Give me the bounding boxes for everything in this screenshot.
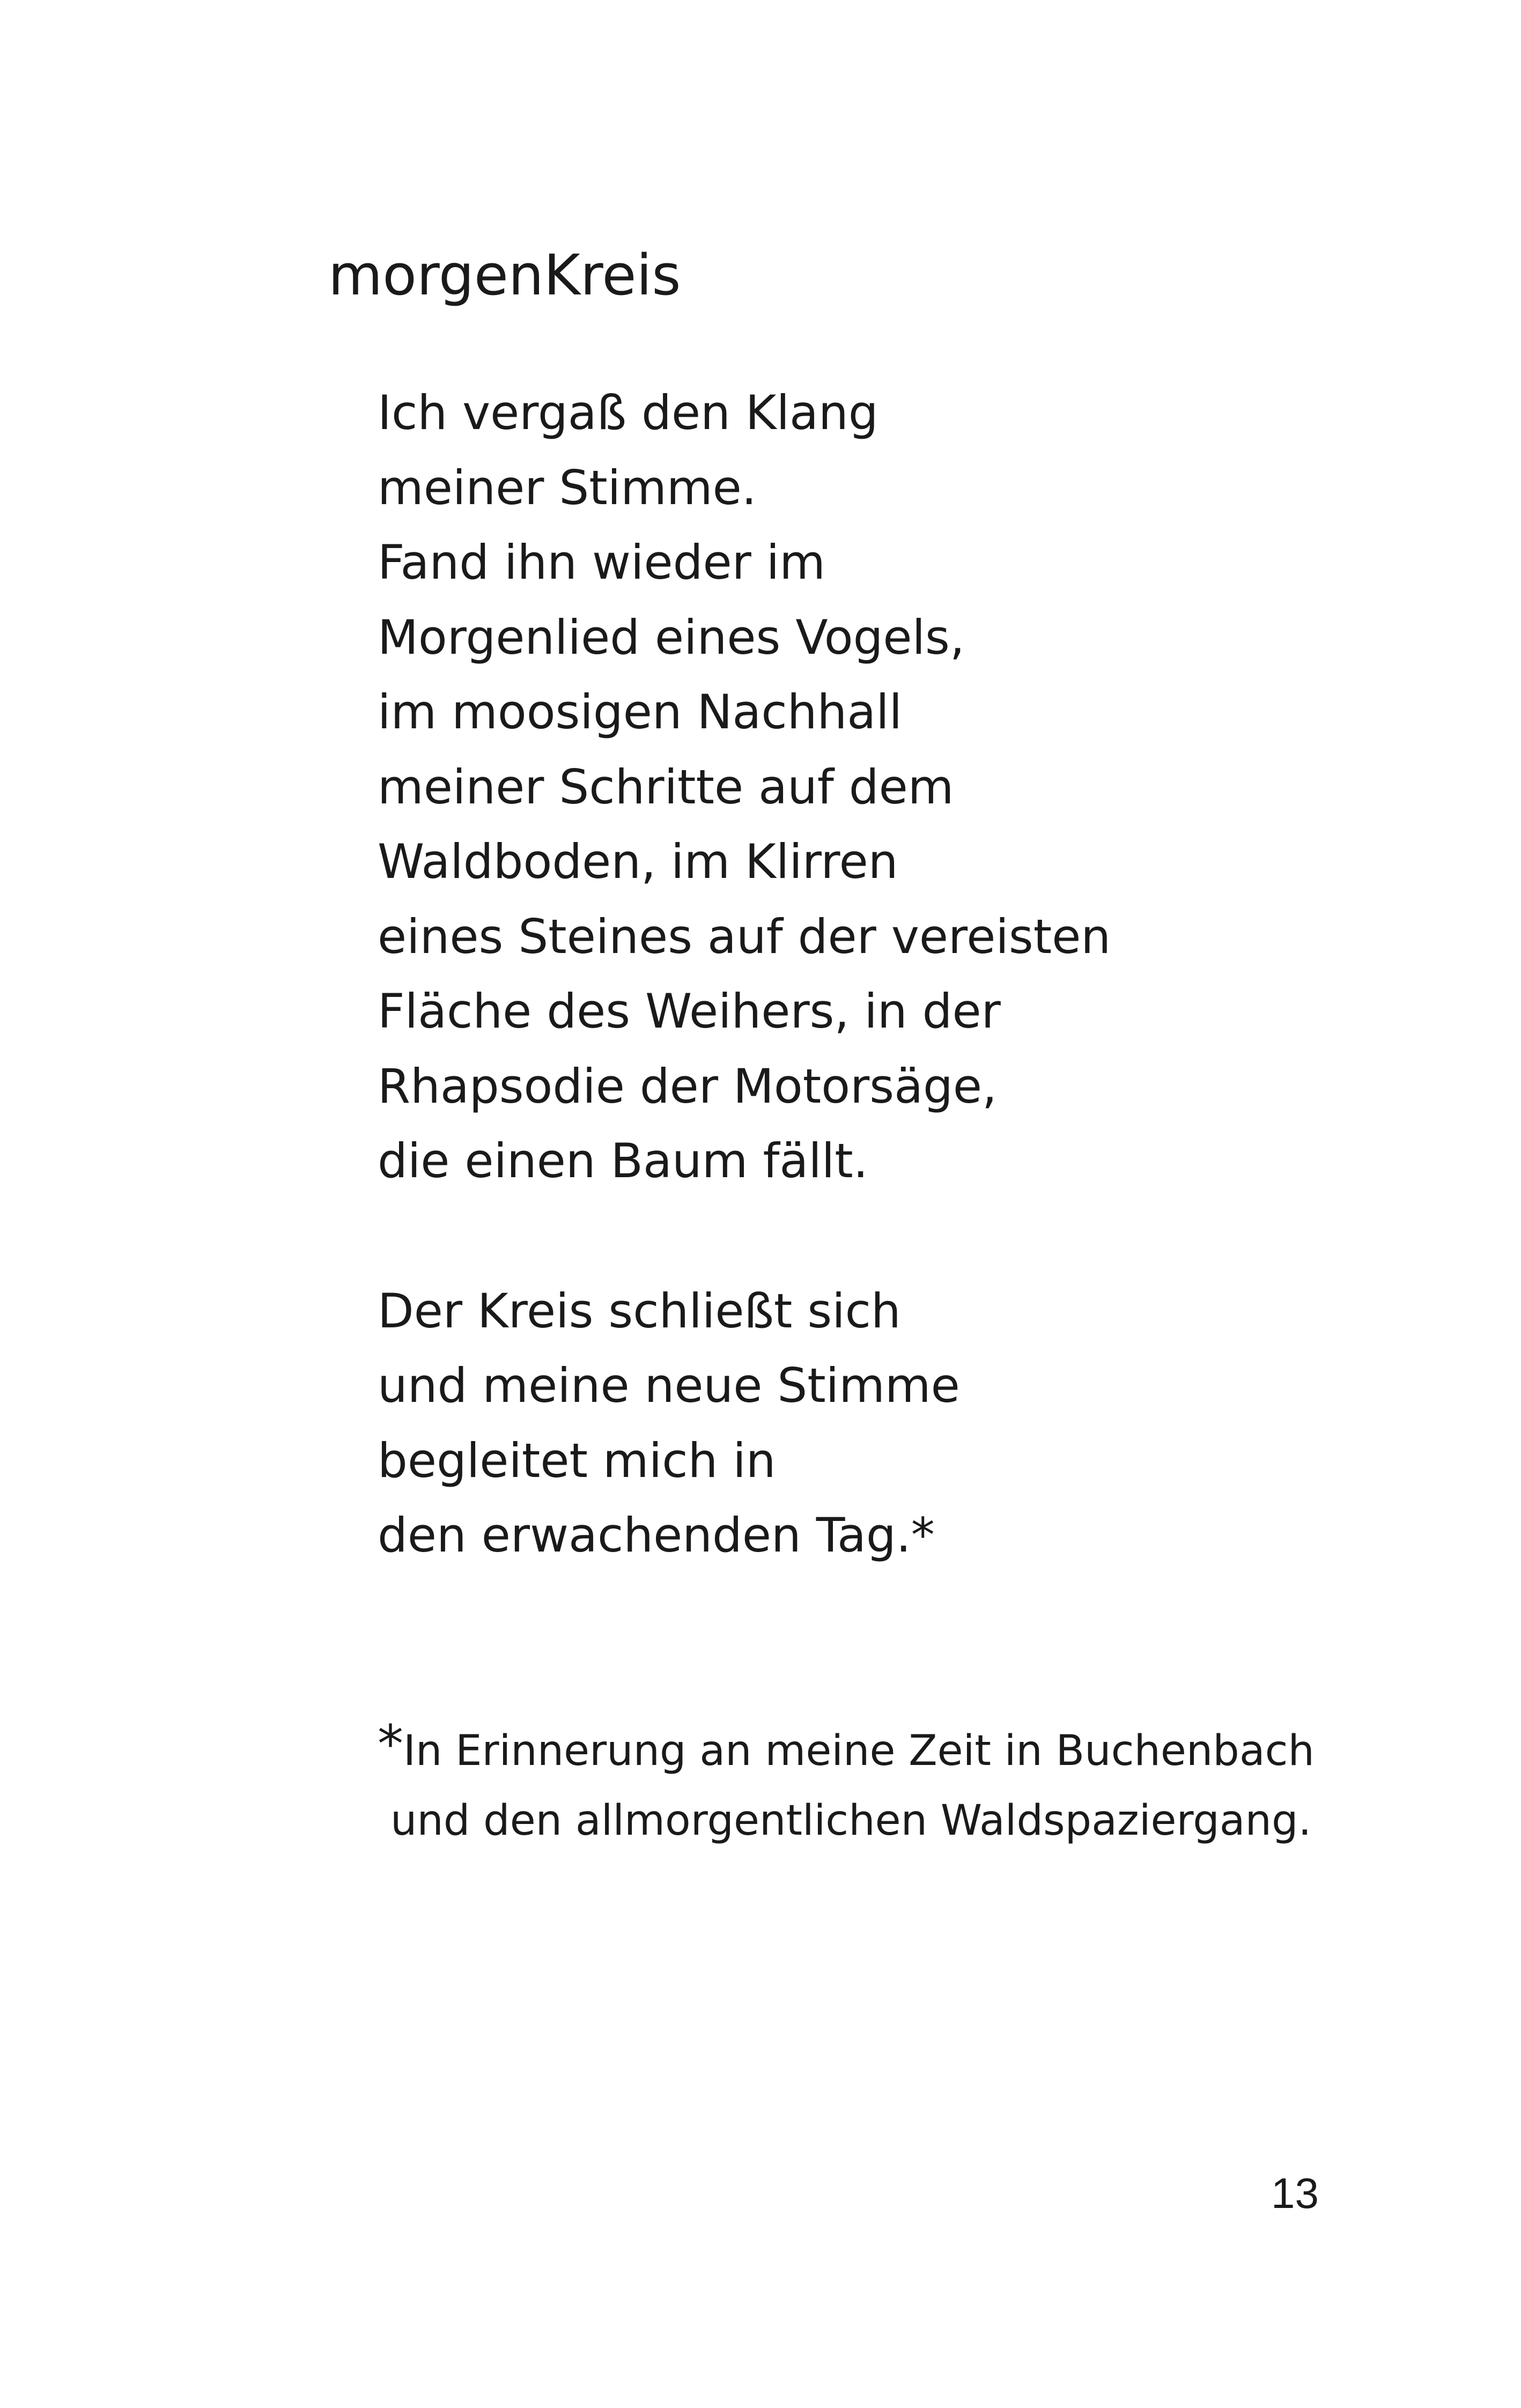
poem-line: und meine neue Stimme — [378, 1358, 960, 1413]
poem-line: begleitet mich in — [378, 1432, 776, 1488]
stanza-2 — [378, 1274, 1111, 1573]
poem-line: Fand ihn wieder im — [378, 535, 825, 590]
footnote-marker: * — [378, 1714, 403, 1774]
poem-line: Fläche des Weihers, in der — [378, 984, 1001, 1039]
poem-line: im moosigen Nachhall — [378, 684, 903, 740]
stanza-1 — [378, 375, 1111, 1199]
poem-line: die einen Baum fällt. — [378, 1133, 868, 1188]
footnote — [378, 1716, 1315, 1856]
poem-line: Waldboden, im Klirren — [378, 834, 898, 889]
poem-line: Der Kreis schließt sich — [378, 1283, 901, 1339]
poem-line: Morgenlied eines Vogels, — [378, 609, 965, 665]
poem-line: Rhapsodie der Motorsäge, — [378, 1058, 997, 1114]
poem-line: den erwachenden Tag.* — [378, 1508, 935, 1563]
footnote-text-1: In Erinnerung an meine Zeit in Buchenbach — [403, 1727, 1315, 1775]
footnote-line-1 — [378, 1716, 1315, 1786]
poem-line: eines Steines auf der vereisten — [378, 908, 1111, 964]
poem-title: morgenKreis — [328, 242, 681, 308]
poem-line: meiner Schritte auf dem — [378, 759, 954, 815]
poem-body — [378, 375, 1111, 1573]
page-number: 13 — [1271, 2169, 1319, 2217]
poem-line: meiner Stimme. — [378, 460, 757, 515]
footnote-line-2: und den allmorgentlichen Waldspaziergang. — [390, 1797, 1312, 1845]
poem-line: Ich vergaß den Klang — [378, 385, 878, 440]
